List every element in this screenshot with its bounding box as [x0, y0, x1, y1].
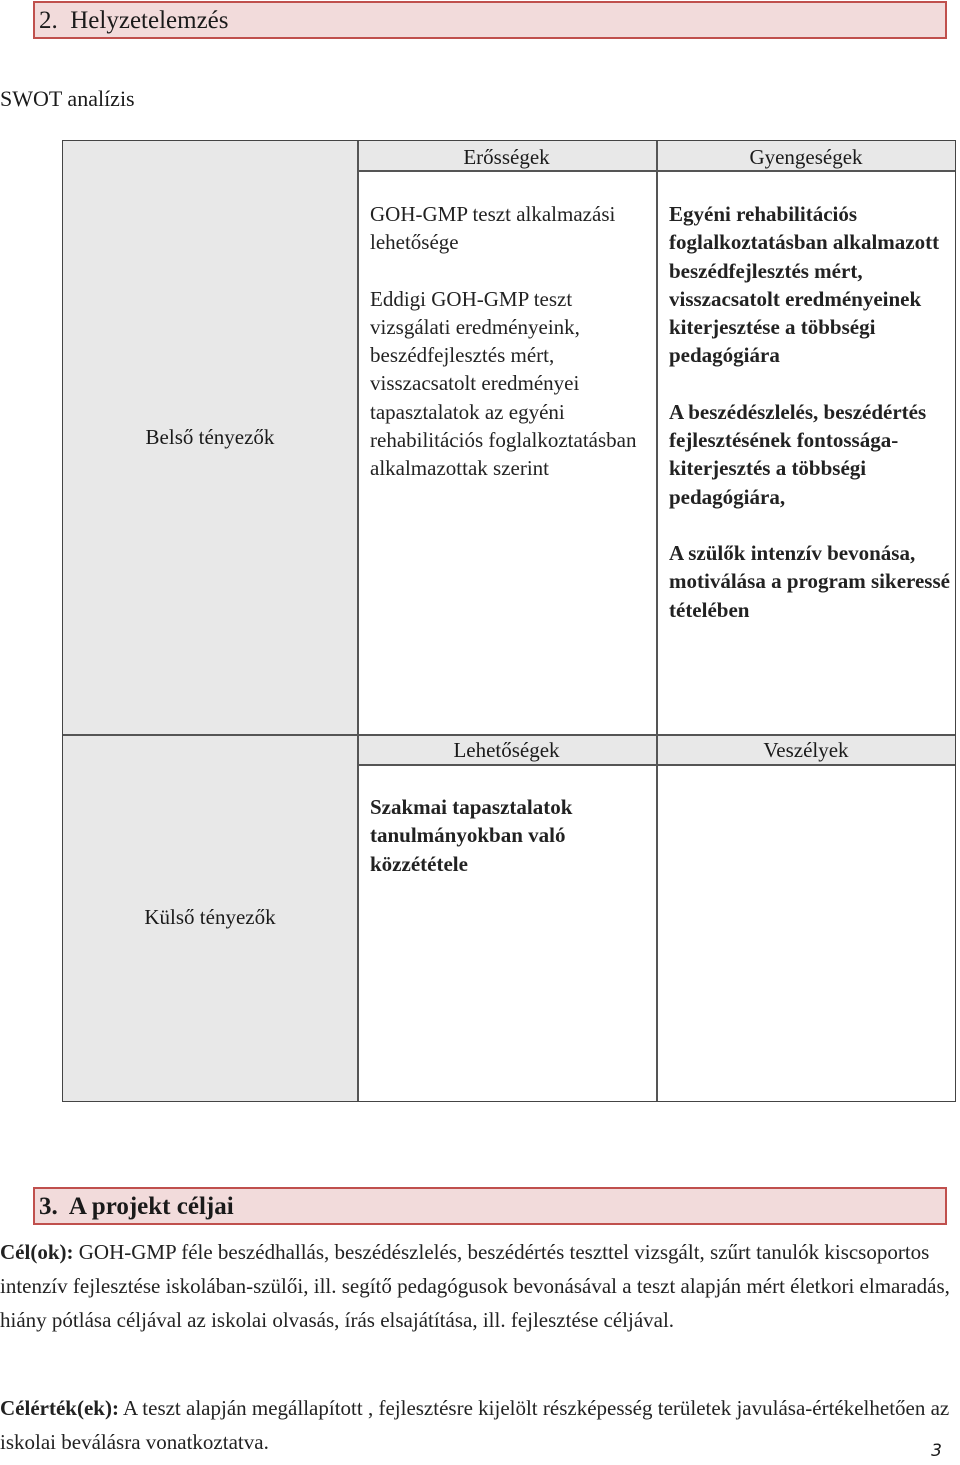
weakness-item: Egyéni rehabilitációs foglalkoztatásban alkalmazott beszédfejlesztés mért, visszacsatolt eredményeinek kiterjesztése a többségi pedagógiára — [669, 202, 940, 368]
strengths-header: Erősségek — [463, 145, 550, 169]
external-factors-label: Külső tényezők — [144, 905, 276, 929]
section-3-header — [33, 1187, 947, 1225]
internal-factors-label: Belső tényezők — [145, 425, 275, 449]
weaknesses-header: Gyengeségek — [749, 145, 863, 169]
target-label: Célérték(ek): — [0, 1396, 119, 1420]
opportunities-content — [370, 793, 650, 906]
weakness-item: A beszédészlelés, beszédértés fejlesztésének fontossága-kiterjesztés a többségi pedagógiára, — [669, 399, 927, 509]
section-2-title: Helyzetelemzés — [70, 7, 229, 34]
target-paragraph — [0, 1391, 950, 1459]
swot-table — [62, 140, 956, 1102]
weakness-item: A szülők intenzív bevonása, motiválása a program sikeressé tételében — [669, 540, 950, 622]
goal-text: GOH-GMP féle beszédhallás, beszédészlelés, beszédértés teszttel vizsgált, szűrt tanulók kiscsoportos intenzív fejlesztése iskolában-szülői, ill. segítő pedagógusok bevonásával a teszt alapján mért életkori elmaradás, hiány pótlása céljával az iskolai olvasás, írás elsajátítása, ill. fejlesztése céljával. — [0, 1240, 950, 1332]
opportunities-header: Lehetőségek — [453, 738, 560, 762]
section-2-header — [33, 1, 947, 39]
strength-item: Eddigi GOH-GMP teszt vizsgálati eredményeink, beszédfejlesztés mért, visszacsatolt eredményei tapasztalatok az egyéni rehabilitációs foglalkoztatásban alkalmazottak szerint — [370, 286, 637, 481]
weaknesses-content — [669, 200, 953, 652]
opportunity-item: Szakmai tapasztalatok tanulmányokban való közzététele — [370, 795, 573, 876]
swot-title: SWOT analízis — [0, 86, 135, 111]
section-3-title: A projekt céljai — [68, 1193, 234, 1220]
goal-label: Cél(ok): — [0, 1240, 74, 1264]
page-number: 3 — [931, 1441, 942, 1461]
strength-item: GOH-GMP teszt alkalmazási lehetősége — [370, 202, 616, 255]
section-2-number: 2. — [39, 7, 58, 34]
label-column — [63, 141, 357, 1101]
strengths-content — [370, 200, 650, 511]
target-text: A teszt alapján megállapított , fejlesztésre kijelölt részképesség területek javulása-értékelhetően az iskolai beválásra vonatkoztatva. — [0, 1396, 950, 1454]
goal-paragraph — [0, 1235, 950, 1337]
section-3-number: 3. — [39, 1193, 58, 1220]
threats-header: Veszélyek — [763, 738, 849, 762]
